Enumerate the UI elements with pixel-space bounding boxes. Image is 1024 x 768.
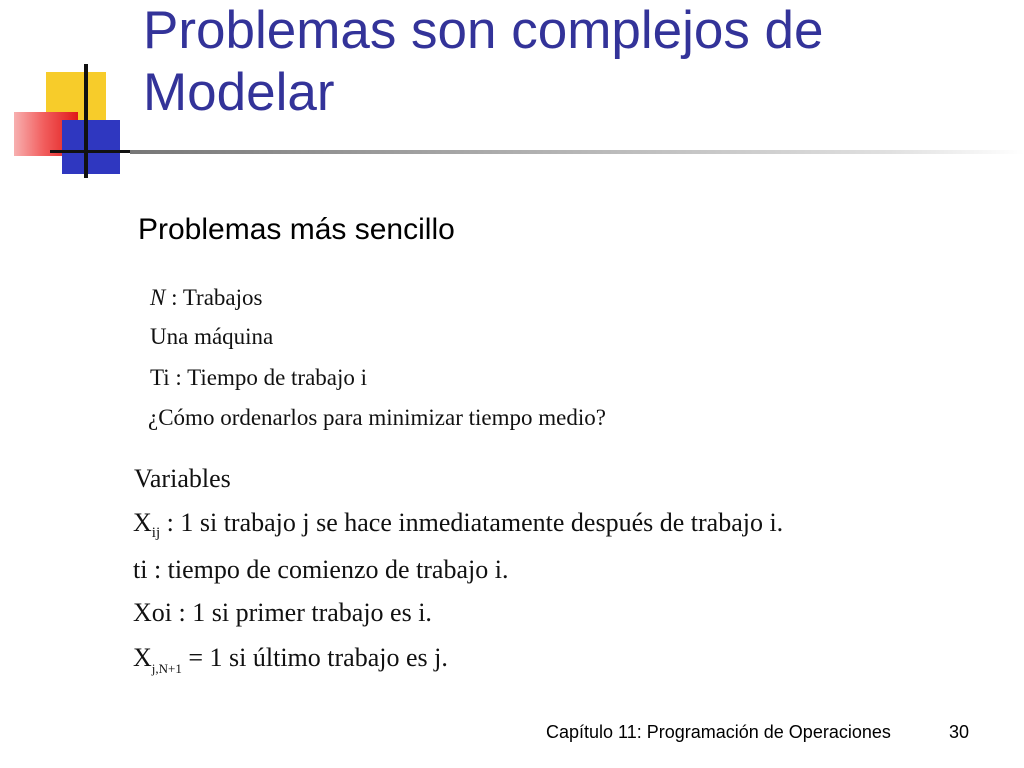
problem-n-line <box>150 285 262 311</box>
slide-logo <box>0 0 150 190</box>
problem-question-line: ¿Cómo ordenarlos para minimizar tiempo medio? <box>148 405 606 430</box>
logo-horizontal-line <box>50 150 140 153</box>
xjn-definition: = 1 si último trabajo es j. <box>181 643 448 672</box>
variable-xij-line <box>133 508 783 542</box>
variable-xoi-line: Xoi : 1 si primer trabajo es i. <box>133 598 432 627</box>
variable-ti-line: ti : tiempo de comienzo de trabajo i. <box>133 555 509 584</box>
problem-ti-line: Ti : Tiempo de trabajo i <box>150 365 368 390</box>
footer-chapter: Capítulo 11: Programación de Operaciones <box>546 722 891 742</box>
logo-vertical-line <box>84 64 88 178</box>
title-divider <box>130 150 1024 154</box>
logo-blue-square <box>62 120 120 174</box>
footer-page-number: 30 <box>949 722 970 742</box>
slide-title: Problemas son complejos de Modelar <box>143 1 824 122</box>
xij-definition: : 1 si trabajo j se hace inmediatamente después de trabajo i. <box>160 508 784 537</box>
n-label: : Trabajos <box>171 285 263 310</box>
xjn-subscript: j,N+1 <box>151 661 182 676</box>
n-symbol: N <box>150 285 166 310</box>
xjn-symbol: X <box>133 643 152 672</box>
slide-subtitle: Problemas más sencillo <box>138 213 455 246</box>
xij-symbol: X <box>133 508 152 537</box>
problem-machine-line: Una máquina <box>150 324 274 349</box>
xij-subscript: ij <box>151 525 161 541</box>
variable-xjn-line <box>133 643 448 677</box>
variables-heading: Variables <box>134 464 231 493</box>
